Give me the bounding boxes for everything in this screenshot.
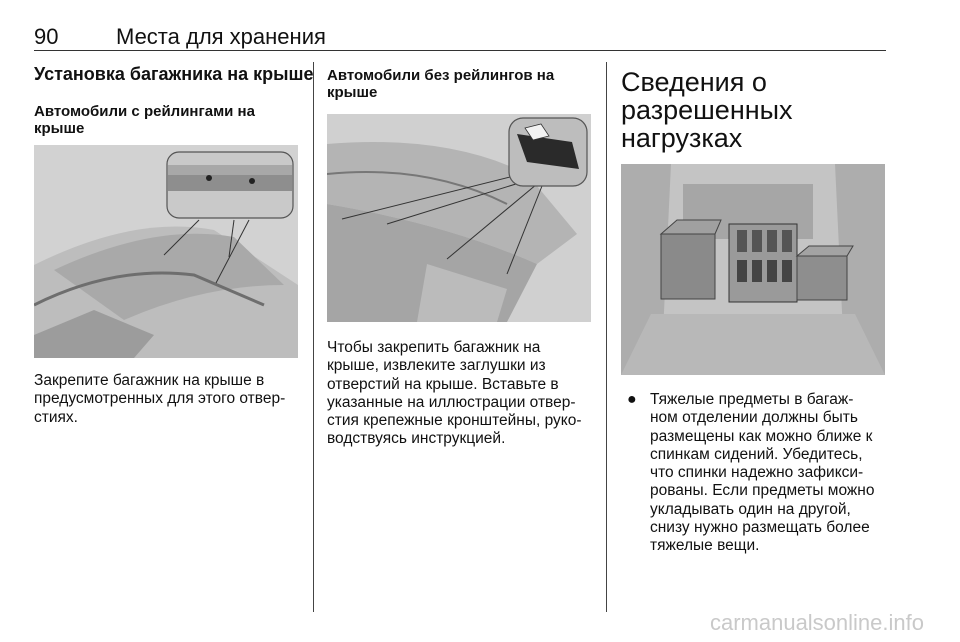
text-line: ном отделении должны быть (650, 409, 858, 427)
page-number: 90 (34, 24, 59, 49)
heading-line: нагрузках (621, 123, 743, 153)
column-divider (313, 62, 314, 612)
text-line: указанные на иллюстрации отвер- (327, 393, 576, 411)
text-line: что спинки надежно зафикси- (650, 464, 864, 482)
paragraph-without-rails (327, 339, 582, 449)
car-roof-rails-illustration (34, 145, 298, 358)
text-line: отверстий на крыше. Вставьте в (327, 375, 559, 393)
text-line: рованы. Если предметы можно (650, 482, 875, 500)
subheading-line: Автомобили с рейлингами на (34, 103, 255, 120)
subheading-line: Автомобили без рейлингов на (327, 67, 555, 84)
text-line: Чтобы закрепить багажник на (327, 339, 541, 356)
section-title: Места для хранения (116, 24, 326, 49)
text-line: крыше, извлеките заглушки из (327, 357, 546, 375)
subheading-with-rails (34, 103, 255, 137)
text-line: предусмотренных для этого отвер- (34, 390, 286, 408)
text-line: тяжелые вещи. (650, 537, 760, 555)
text-line: Закрепите багажник на крыше в (34, 372, 265, 389)
heading-line: Сведения о (621, 67, 767, 97)
watermark: carmanualsonline.info (709, 610, 924, 635)
load-info-heading (621, 68, 793, 152)
text-line: снизу нужно размещать более (650, 519, 870, 537)
bullet-marker: ● (627, 391, 637, 408)
text-line: стиях. (34, 408, 78, 426)
subheading-line: крыше (327, 84, 378, 101)
text-line: спинкам сидений. Убедитесь, (650, 445, 863, 463)
car-roof-mounting-points-illustration (327, 114, 591, 322)
section-heading: Установка багажника на крыше (34, 64, 314, 84)
paragraph-rails (34, 372, 285, 427)
column-divider (606, 62, 607, 612)
text-line: Тяжелые предметы в багаж- (650, 391, 854, 408)
text-line: водствуясь инструкцией. (327, 430, 506, 448)
text-line: размещены как можно ближе к (650, 427, 873, 445)
subheading-line: крыше (34, 120, 85, 137)
cargo-load-illustration (621, 164, 885, 375)
heading-line: разрешенных (621, 95, 793, 125)
text-line: стия крепежные кронштейны, руко- (327, 412, 582, 430)
bullet-paragraph (650, 391, 874, 556)
subheading-without-rails (327, 67, 554, 101)
header-rule (34, 50, 886, 51)
page-header (34, 24, 886, 52)
text-line: укладывать один на другой, (650, 500, 851, 518)
